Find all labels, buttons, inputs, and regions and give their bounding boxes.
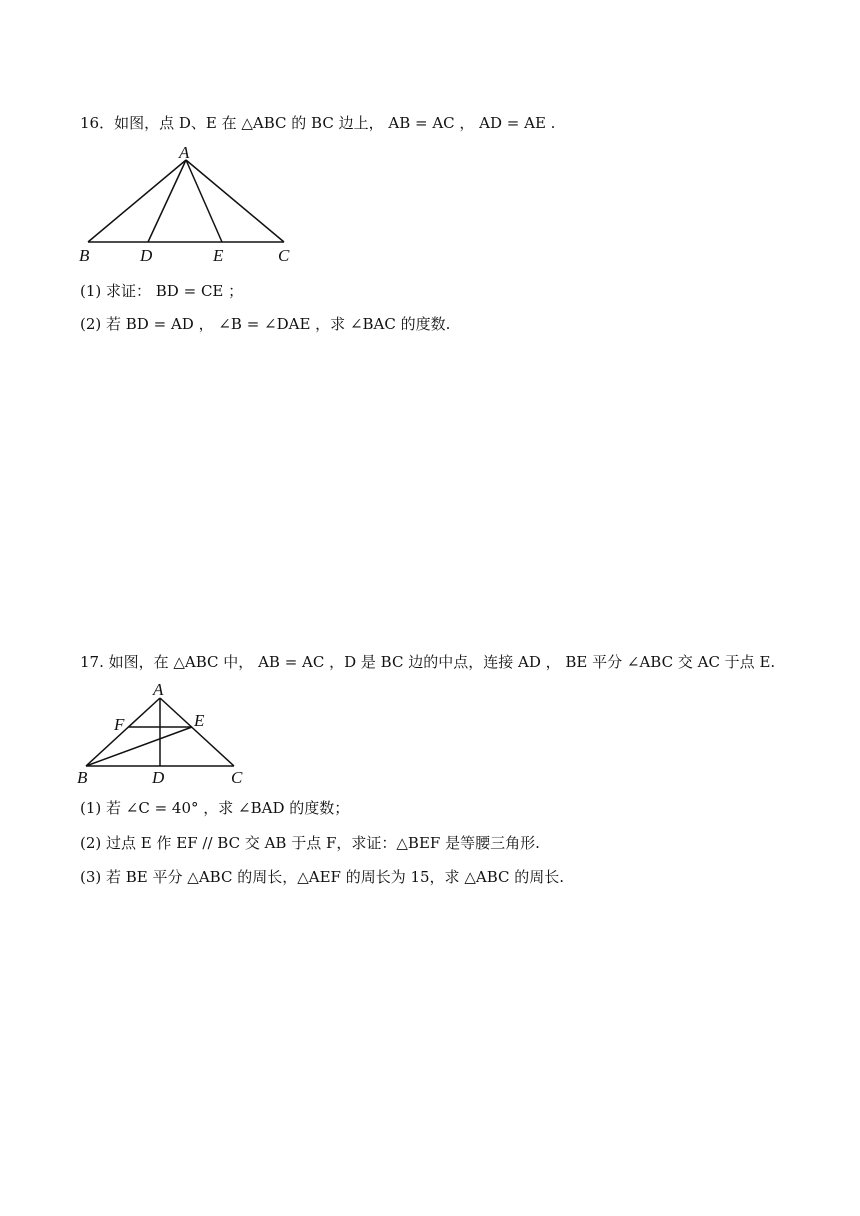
label-f: F (114, 715, 125, 734)
problem-17-part-1: (1) 若 ∠C = 40° ，求 ∠BAD 的度数； (80, 799, 350, 817)
problem-16-part-2: (2) 若 BD = AD ， ∠B = ∠DAE ，求 ∠BAC 的度数. (80, 315, 451, 333)
problem-17-stem: 17. 如图，在 △ABC 中， AB = AC ，D 是 BC 边的中点，连接 AD ， BE 平分 ∠ABC 交 AC 于点 E. (80, 653, 776, 671)
problem-16-part-1: (1) 求证： BD = CE ； (80, 282, 244, 300)
label-d: D (140, 246, 153, 265)
segment-ab (88, 160, 186, 242)
label-c: C (231, 768, 243, 787)
segment-ad (148, 160, 186, 242)
label-e: E (194, 711, 205, 730)
label-b: B (77, 768, 88, 787)
label-a: A (179, 143, 190, 162)
label-d: D (152, 768, 165, 787)
problem-16-figure (76, 142, 306, 266)
segment-be (86, 727, 192, 766)
problem-17-part-2: (2) 过点 E 作 EF // BC 交 AB 于点 F，求证：△BEF 是等腰三角形. (80, 834, 540, 852)
problem-17-figure (74, 680, 254, 790)
segment-ac (186, 160, 284, 242)
problem-17-part-3: (3) 若 BE 平分 △ABC 的周长，△AEF 的周长为 15，求 △ABC 的周长. (80, 868, 565, 886)
label-b: B (79, 246, 90, 265)
segment-ae (186, 160, 222, 242)
label-e: E (213, 246, 224, 265)
label-c: C (278, 246, 290, 265)
problem-16-stem: 16．如图，点 D、E 在 △ABC 的 BC 边上， AB = AC ， AD = AE . (80, 114, 556, 132)
segment-ac (160, 698, 234, 766)
label-a: A (153, 680, 164, 699)
